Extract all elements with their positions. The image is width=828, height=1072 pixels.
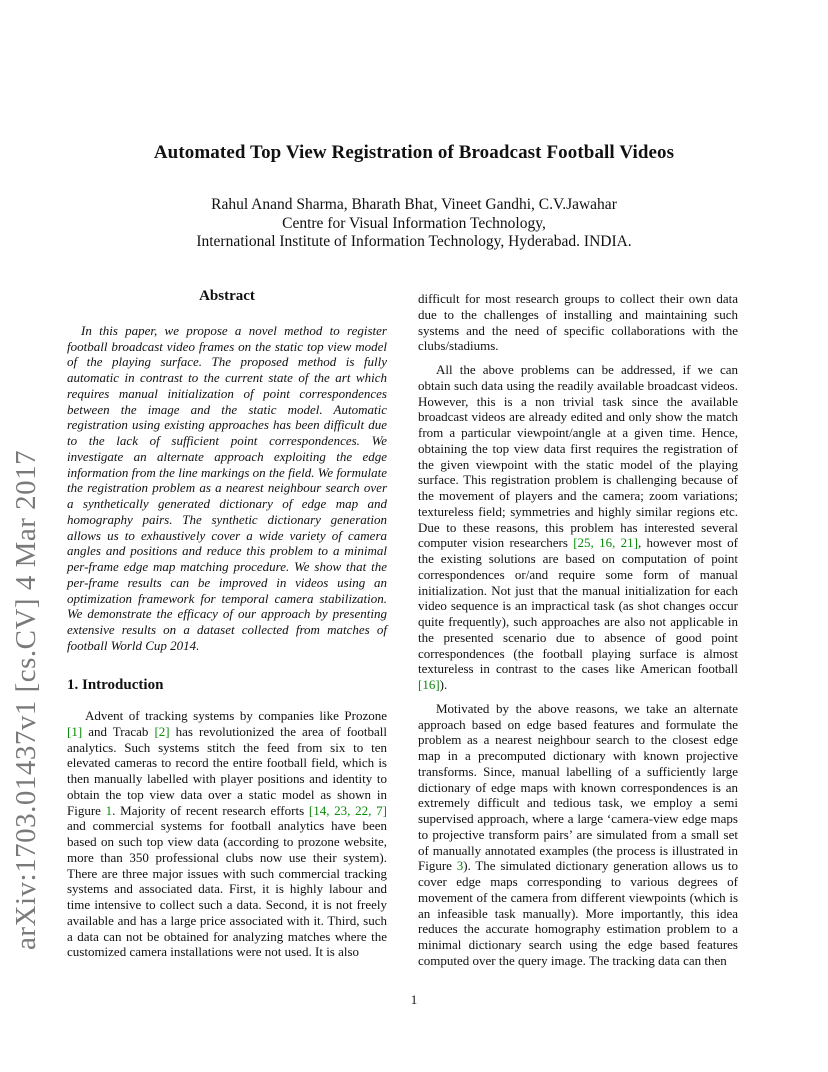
citation-link[interactable]: [2] [154, 723, 170, 739]
abstract-text: In this paper, we propose a novel method to register football broadcast video frames on the static top view model of the playing surface. The proposed method is fully automatic in contrast to the current state of the art which requires manual initialization of point correspondences between the image and the static model. Automatic registration using existing approaches has been difficult due to the lack of sufficient point correspondences. We investigate an alternate approach exploiting the edge information from the line markings on the field. We formulate the registration problem as a nearest neighbour search over a synthetically generated dictionary of edge map and homography pairs. The synthetic dictionary generation allows us to exhaustively cover a wide variety of camera angles and positions and reduce this problem to a minimal per-frame edge map matching procedure. We show that the per-frame results can be improved in videos using an optimization framework for temporal camera stabilization. We demonstrate the efficacy of our approach by presenting extensive results on a dataset collected from matches of football World Cup 2014. [67, 322, 387, 653]
citation-link[interactable]: [25, 16, 21] [573, 535, 638, 551]
paper-title: Automated Top View Registration of Broadcast Football Videos [153, 142, 675, 163]
text-run: . Majority of recent research efforts [112, 802, 309, 818]
arxiv-stamp: arXiv:1703.01437v1 [cs.CV] 4 Mar 2017 [10, 449, 42, 950]
text-run: and commercial systems for football analytics have been based on such top view data (according to prozone website, more than 350 professional clubs now use their system). There are three major issues with such commercial tracking systems and associated data. First, it is highly labour and time intensive to collect such a data. Second, it is not freely available and has a large price associated with it. Third, such a data can not be obtained for analyzing matches where the customized camera installations were not used. It is also [67, 818, 387, 960]
figure-link[interactable]: 3 [456, 858, 464, 874]
figure-link[interactable]: 1 [105, 802, 113, 818]
text-run: and Tracab [82, 723, 155, 739]
text-run: ). The simulated dictionary generation allows us to cover edge maps corresponding to various degrees of movement of the camera from different viewpoints (which is an infeasible task manually). More importantly, this idea reduces the accurate homography estimation problem to a minimal dictionary search using the edge based features computed over the query image. The tracking data can then [418, 858, 738, 968]
text-run: All the above problems can be addressed, if we can obtain such data using the readily available broadcast videos. However, this is a non trivial task since the available broadcast videos are already edited and only show the match from a particular viewpoint/angle at a given time. Hence, obtaining the top view data first requires the registration of the given viewpoint with the static model of the playing surface. This registration problem is challenging because of the movement of players and the camera; zoom variations; textureless field; symmetries and highly similar regions etc. Due to these reasons, this problem has interested several computer vision researchers [418, 362, 738, 551]
citation-link[interactable]: [14, 23, 22, 7] [308, 802, 387, 818]
introduction-heading: 1. Introduction [67, 677, 164, 693]
introduction-paragraph [67, 708, 387, 960]
left-column [67, 289, 387, 969]
citation-link[interactable]: [16] [418, 677, 440, 692]
citation-link[interactable]: [1] [67, 723, 83, 739]
text-run: ). [439, 677, 448, 692]
continued-paragraph: difficult for most research groups to collect their own data due to the challenges of installing and maintaining such systems and the need of specific collaborations with the clubs/stadiums. [418, 291, 738, 354]
text-run: Motivated by the above reasons, we take an alternate approach based on edge based features and formulate the problem as a nearest neighbour search to the closest edge map in a precomputed dictionary with known projective transforms. Since, manual labelling of a sufficiently large dictionary of edge maps with known correspondences is an extremely difficult and tedious task, we employ a semi supervised approach, where a large ‘camera-view edge maps to projective transform pairs’ are simulated from a small set of manually annotated examples (the process is illustrated in Figure [418, 700, 738, 874]
author-block [0, 196, 828, 252]
text-run: Advent of tracking systems by companies like Prozone [85, 708, 387, 723]
right-column [418, 291, 738, 969]
affiliation-institute: International Institute of Information Technology, Hyderabad. INDIA. [196, 233, 632, 250]
text-run: has revolutionized the area of football analytics. Such systems stitch the feed from six to ten elevated cameras to record the entire football field, which is then manually labelled with player positions and identity to obtain the top view data over a static model as shown in Figure [67, 723, 387, 818]
affiliation-centre: Centre for Visual Information Technology, [282, 214, 546, 232]
page-number: 1 [410, 992, 418, 1007]
abstract-heading: Abstract [199, 288, 255, 304]
author-names: Rahul Anand Sharma, Bharath Bhat, Vineet Gandhi, C.V.Jawahar [211, 196, 617, 213]
problem-paragraph [418, 362, 738, 693]
text-run: , however most of the existing solutions are based on computation of point correspondences or/and require some form of manual initialization. Not just that the manual initialization for each video sequence is an impractical task (as shot changes occur quite frequently), such approaches are also not applicable in the presented scenario due to absence of good point correspondences (the football playing surface is almost textureless in contrast to the cases like American football [418, 535, 738, 677]
approach-paragraph [418, 701, 738, 969]
